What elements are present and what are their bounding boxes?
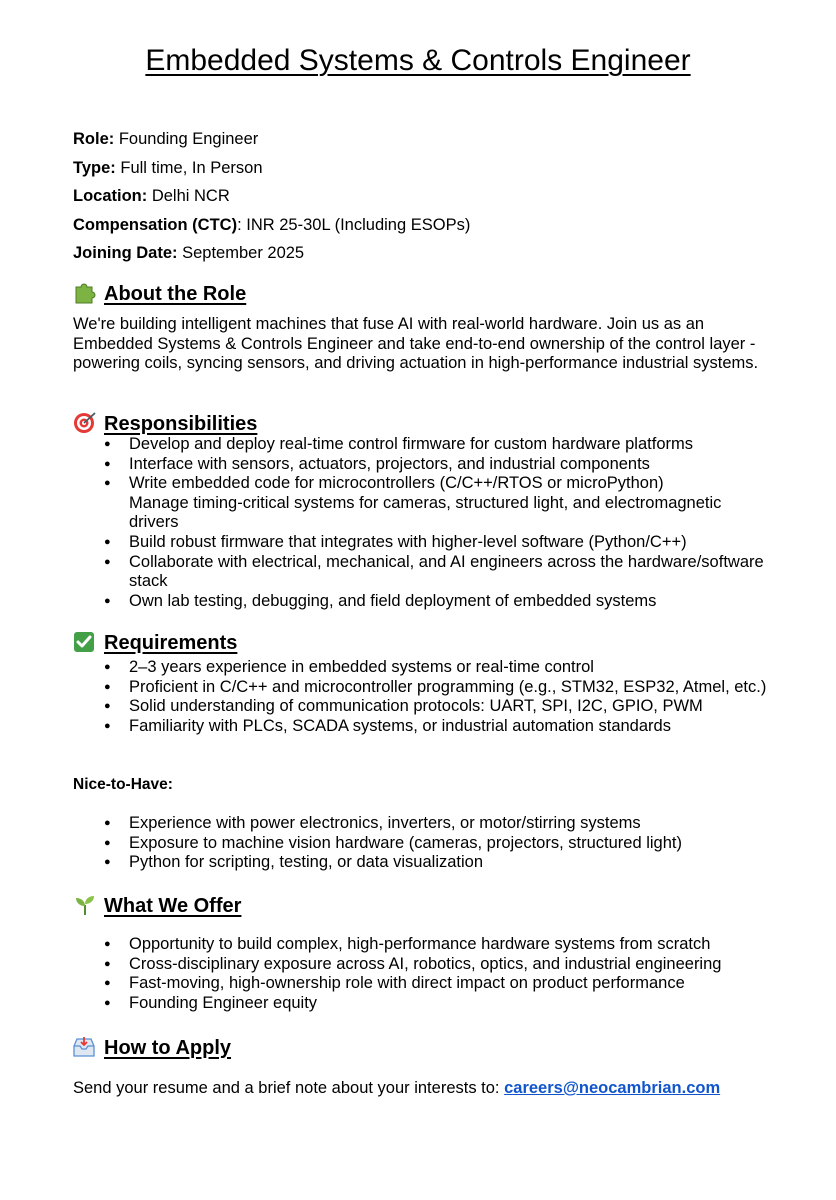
list-item: ● Own lab testing, debugging, and field deployment of embedded systems [73, 592, 773, 612]
target-icon [73, 412, 97, 434]
meta-label: Type: [73, 158, 116, 177]
apply-heading-text: How to Apply [104, 1037, 232, 1059]
puzzle-icon [73, 282, 97, 304]
list-item: ● Write embedded code for microcontrollers (C/C++/RTOS or microPython) [73, 474, 773, 494]
list-item: ● Interface with sensors, actuators, projectors, and industrial components [73, 455, 773, 475]
list-item: ● Proficient in C/C++ and microcontroller programming (e.g., STM32, ESP32, Atmel, etc.) [73, 678, 773, 698]
meta-compensation [73, 211, 470, 240]
requirements-list [73, 658, 773, 736]
meta-value: : INR 25-30L (Including ESOPs) [237, 215, 471, 234]
requirements-heading-text: Requirements [104, 632, 238, 654]
list-item: ● Python for scripting, testing, or data visualization [73, 853, 773, 873]
page-title: Embedded Systems & Controls Engineer [145, 44, 691, 77]
list-item: ● Experience with power electronics, inverters, or motor/stirring systems [73, 814, 773, 834]
requirements-heading [73, 630, 237, 656]
meta-location [73, 182, 470, 211]
seedling-icon [73, 894, 97, 916]
meta-label: Role: [73, 130, 115, 148]
responsibilities-list [73, 435, 773, 611]
about-heading-text: About the Role [104, 283, 247, 305]
list-item: ● Solid understanding of communication protocols: UART, SPI, I2C, GPIO, PWM [73, 697, 773, 717]
meta-label: Location: [73, 187, 148, 206]
list-item: ● Exposure to machine vision hardware (cameras, projectors, structured light) [73, 834, 773, 854]
offer-heading-text: What We Offer [104, 895, 242, 917]
meta-joining-date [73, 239, 470, 268]
apply-text-line [73, 1078, 720, 1098]
meta-label: Joining Date: [73, 244, 178, 263]
job-meta [73, 125, 470, 268]
list-item: ● Fast-moving, high-ownership role with direct impact on product performance [73, 974, 773, 994]
about-text: We're building intelligent machines that fuse AI with real-world hardware. Join us as an Embedded Systems & Controls Engineer and take end-to-end ownership of the control layer - powering coils, syncing sensors, and driving actuation in high-performance industrial systems. [73, 315, 759, 372]
meta-role [73, 125, 470, 154]
responsibilities-heading-text: Responsibilities [104, 413, 258, 435]
nice-to-have-heading: Nice-to-Have: [73, 776, 173, 793]
meta-value: Delhi NCR [147, 187, 230, 206]
meta-value: Founding Engineer [114, 130, 259, 148]
offer-list [73, 935, 773, 1013]
inbox-tray-icon [73, 1036, 97, 1058]
responsibilities-heading [73, 411, 257, 437]
list-item: ● Opportunity to build complex, high-performance hardware systems from scratch [73, 935, 773, 955]
email-link[interactable]: careers@neocambrian.com [504, 1079, 721, 1097]
list-item: ● Develop and deploy real-time control firmware for custom hardware platforms [73, 435, 773, 455]
meta-label: Compensation (CTC) [73, 215, 238, 234]
meta-value: September 2025 [177, 244, 305, 263]
check-icon [73, 631, 97, 653]
list-item: ● Collaborate with electrical, mechanical, and AI engineers across the hardware/software stack [73, 553, 773, 592]
list-item: ● Build robust firmware that integrates with higher-level software (Python/C++) [73, 533, 773, 553]
apply-heading [73, 1035, 231, 1061]
meta-value: Full time, In Person [115, 158, 263, 177]
offer-heading [73, 893, 241, 919]
list-item-continuation [73, 494, 773, 533]
list-item: ● Founding Engineer equity [73, 994, 773, 1014]
nice-to-have-list [73, 814, 773, 873]
about-heading [73, 281, 246, 307]
list-item: ● 2–3 years experience in embedded systems or real-time control [73, 658, 773, 678]
list-item: ● Familiarity with PLCs, SCADA systems, or industrial automation standards [73, 717, 773, 737]
list-item-text: Manage timing-critical systems for cameras, structured light, and electromagnetic drivers [129, 493, 722, 532]
list-item: ● Cross-disciplinary exposure across AI, robotics, optics, and industrial engineering [73, 955, 773, 975]
apply-text: Send your resume and a brief note about your interests to: [73, 1079, 505, 1097]
meta-type [73, 154, 470, 183]
